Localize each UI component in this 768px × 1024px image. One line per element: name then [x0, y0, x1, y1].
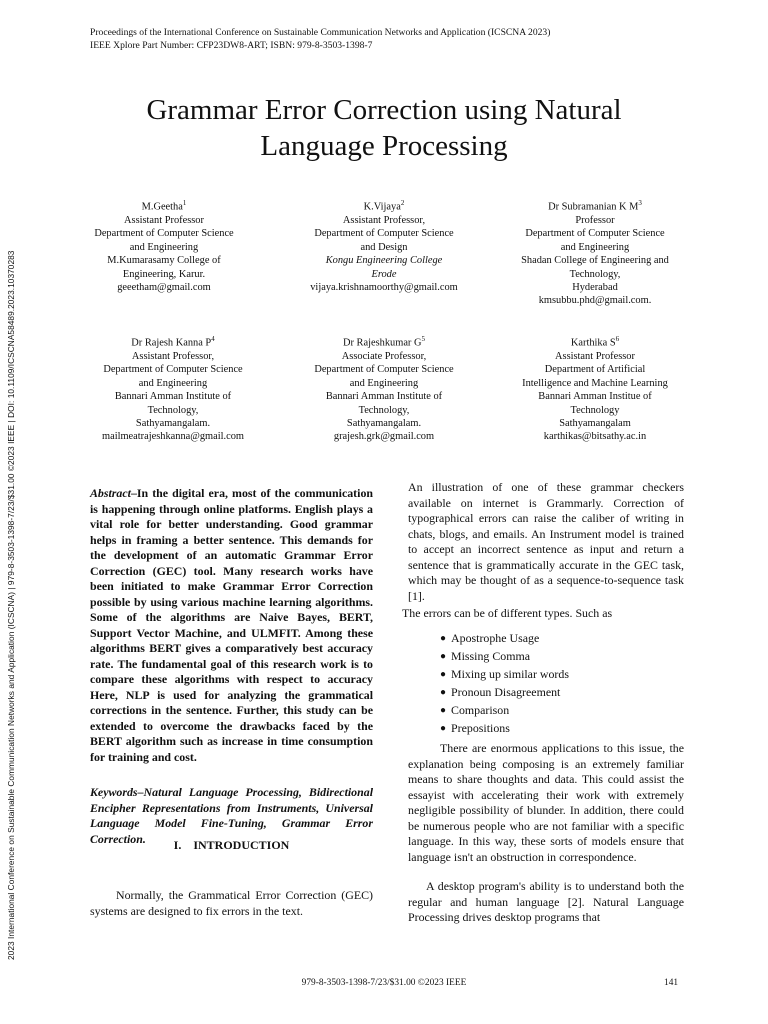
author-block: [73, 333, 273, 444]
title-line-2: Language Processing: [260, 130, 508, 162]
author-line: and Engineering: [349, 377, 419, 389]
author-email: geeetham@gmail.com: [117, 281, 211, 293]
author-line: Sathyamangalam.: [135, 417, 211, 429]
author-line: and Engineering: [138, 377, 208, 389]
section-heading: I. INTRODUCTION: [173, 838, 290, 852]
author-email: grajesh.grk@gmail.com: [333, 431, 435, 443]
author-name: Dr Rajeshkumar $G^5$: [343, 335, 425, 349]
author-line: Assistant Professor: [555, 350, 635, 362]
author-email: mailmeatrajeshkanna@gmail.com: [102, 431, 244, 443]
author-line: Sathyamangalam.: [346, 417, 422, 429]
author-line: Technology,: [147, 404, 199, 416]
author-line: Hyderabad: [572, 281, 618, 293]
paper-title: [80, 92, 688, 164]
keywords-text: Natural Language Processing, Bidirectional Encipher Representations from Instruments, Universal Language Model Fine-Tuning, Grammar Error Correction.: [90, 785, 373, 846]
list-item: ● Pronoun Disagreement: [440, 684, 569, 702]
author-line: Bannari Amman Institute of: [325, 391, 443, 403]
author-line: Assistant Professor: [124, 214, 204, 226]
author-block: [495, 197, 695, 308]
error-types-intro: The errors can be of different types. Such as: [402, 606, 613, 620]
list-item: ● Apostrophe Usage: [440, 630, 569, 648]
author-email: kmsubbu.phd@gmail.com.: [538, 295, 652, 307]
abstract: Abstract–In the digital era, most of the communication is happening through online platforms. English plays a vital role for better understanding. Good grammar helps in framing a better sentence. This demands for the development of an automatic Grammar Error Correction (GEC) tool. Many research works have been initiated to make Grammar Error Correction possible by using various machine learning algorithms. Some of the algorithms are Naive Bayes, BERT, Support Vector Machine, and ULMFIT. Among these algorithms BERT gives a comparatively best accuracy rate. The fundamental goal of this research work is to compare these algorithms with respect to accuracy Here, NLP is used for analyzing the grammatical corrections in the sentence. Further, this study can be extended to overcome the drawbacks faced by the BERT algorithm such as increase in time consumption for training and cost.: [90, 486, 373, 764]
list-item: ● Comparison: [440, 702, 569, 720]
author-line: Department of Artificial: [544, 364, 646, 376]
author-line: M.Kumarasamy College of: [107, 255, 221, 267]
body-paragraph: A desktop program's ability is to understand both the regular and human language [2]. Natural Language Processing drives desktop programs that: [408, 879, 684, 924]
list-item: ● Mixing up similar words: [440, 666, 569, 684]
header-line-2: IEEE Xplore Part Number: CFP23DW8-ART; ISBN: 979-8-3503-1398-7: [90, 40, 373, 51]
author-line: Erode: [371, 268, 397, 280]
author-line: Bannari Amman Institue of: [538, 391, 652, 403]
body-paragraph: An illustration of one of these grammar checkers available on internet is Grammarly. Correction of typographical errors can raise the caliber of writing in chats, blogs, and emails. An Instrument model is trained to accept an incorrect sentence as input and return a sentence that is grammatically accurate in the GEC task, which may be thought of as a sequence-to-sequence task [1].: [408, 480, 684, 603]
page-number: 141: [664, 978, 679, 988]
title-line-1: Grammar Error Correction using Natural: [146, 94, 622, 126]
author-block: [495, 333, 695, 444]
author-name: K.Vijaya$^2$: [363, 199, 405, 213]
author-line: Department of Computer Science: [314, 364, 454, 376]
error-types-list: [440, 630, 569, 739]
author-line: and Design: [360, 241, 408, 253]
author-name: Dr Rajesh Kanna $P^4$: [131, 335, 215, 349]
author-email: vijaya.krishnamoorthy@gmail.com: [310, 281, 458, 293]
side-note: 2023 International Conference on Sustainable Communication Networks and Application (ICSCNA) | 979-8-3503-1398-7/23/$31.00 ©2023 IEEE | DOI: 10.1109/ICSCNA58489.2023.10370283: [6, 250, 16, 960]
intro-paragraph: Normally, the Grammatical Error Correction (GEC) systems are designed to fix errors in the text.: [90, 888, 373, 918]
author-line: Department of Computer Science: [314, 228, 454, 240]
author-line: Intelligence and Machine Learning: [522, 377, 668, 389]
author-line: Shadan College of Engineering and: [521, 255, 669, 267]
author-line: and Engineering: [560, 241, 630, 253]
author-line: Department of Computer Science: [94, 228, 234, 240]
author-email: karthikas@bitsathy.ac.in: [543, 431, 647, 443]
abstract-label: Abstract: [90, 486, 131, 500]
abstract-text: In the digital era, most of the communication is happening through online platforms. English plays a vital role for better understanding. Good grammar helps in framing a better sentence. This demands for the development of an automatic Grammar Error Correction (GEC) tool. Many research works have been initiated to make Grammar Error Correction possible by using various machine learning algorithms. Some of the algorithms are Naive Bayes, BERT, Support Vector Machine, and ULMFIT. Among these algorithms BERT gives a comparatively best accuracy rate. The fundamental goal of this research work is to compare these algorithms with respect to accuracy Here, NLP is used for analyzing the grammatical corrections in the sentence. Further, this study can be extended to overcome the drawbacks faced by the BERT algorithm such as increase in time consumption for training and cost.: [90, 486, 373, 764]
author-line: Department of Computer Science: [525, 228, 665, 240]
author-line: Technology,: [358, 404, 410, 416]
list-item: ● Prepositions: [440, 720, 569, 738]
author-line: Department of Computer Science: [103, 364, 243, 376]
author-line: and Engineering: [129, 241, 199, 253]
author-line: Assistant Professor,: [342, 214, 426, 226]
author-line: Kongu Engineering College: [325, 255, 443, 267]
header-line-1: Proceedings of the International Conference on Sustainable Communication Networks and Application (ICSCNA 2023): [90, 27, 551, 38]
author-line: Engineering, Karur.: [122, 268, 206, 280]
author-block: [284, 197, 484, 294]
author-line: Technology,: [569, 268, 621, 280]
keywords-label: Keywords: [90, 785, 138, 799]
list-item: ● Missing Comma: [440, 648, 569, 666]
author-line: Assistant Professor,: [131, 350, 215, 362]
author-line: Bannari Amman Institute of: [114, 391, 232, 403]
body-paragraph: There are enormous applications to this issue, the explanation being composing is an extremely familiar means to share thoughts and data. This could assist the essayist with accelerating their work with extremely negligible possibility of blunder. In addition, there could be numerous people who are not familiar with a specific language. In this way, these sorts of models ensure that language isn't an obstruction in correspondence.: [408, 741, 684, 864]
author-name: Karthika $S^6$: [570, 335, 620, 349]
author-line: Associate Professor,: [341, 350, 427, 362]
author-block: [64, 197, 264, 294]
author-line: Professor: [575, 214, 615, 226]
footer-copyright: 979-8-3503-1398-7/23/$31.00 ©2023 IEEE: [301, 978, 467, 988]
author-name: M.Geetha$^1$: [141, 199, 187, 213]
author-block: [284, 333, 484, 444]
author-name: Dr Subramanian K $M^3$: [548, 199, 642, 213]
author-line: Technology: [570, 404, 620, 416]
author-line: Sathyamangalam: [559, 417, 631, 429]
keywords: Keywords–Natural Language Processing, Bidirectional Encipher Representations from Instruments, Universal Language Model Fine-Tuning, Grammar Error Correction.: [90, 785, 373, 846]
running-header: [90, 26, 550, 52]
